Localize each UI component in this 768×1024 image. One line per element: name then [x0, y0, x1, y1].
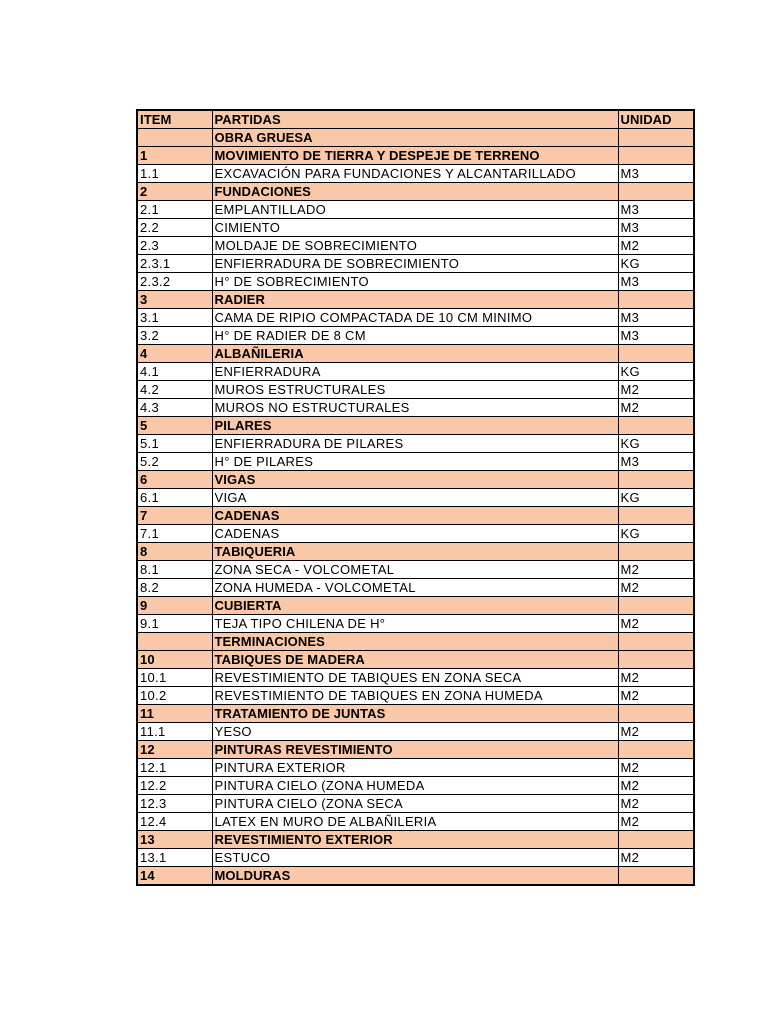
- cell-item: 5.1: [137, 435, 212, 453]
- cell-item: 14: [137, 867, 212, 886]
- cell-partida: ENFIERRADURA DE PILARES: [212, 435, 618, 453]
- cell-unidad: [618, 867, 694, 886]
- cell-unidad: M2: [618, 687, 694, 705]
- cell-partida: ZONA SECA - VOLCOMETAL: [212, 561, 618, 579]
- cell-item: 3: [137, 291, 212, 309]
- cell-partida: ENFIERRADURA: [212, 363, 618, 381]
- cell-partida: EXCAVACIÓN PARA FUNDACIONES Y ALCANTARILLADO: [212, 165, 618, 183]
- cell-unidad: [618, 597, 694, 615]
- partidas-table: [136, 109, 695, 886]
- cell-item: 2.3.1: [137, 255, 212, 273]
- cell-partida: REVESTIMIENTO EXTERIOR: [212, 831, 618, 849]
- cell-unidad: KG: [618, 363, 694, 381]
- cell-unidad: M2: [618, 615, 694, 633]
- cell-unidad: [618, 507, 694, 525]
- cell-item: 2: [137, 183, 212, 201]
- table-row: [137, 219, 694, 237]
- cell-partida: EMPLANTILLADO: [212, 201, 618, 219]
- table-row: [137, 309, 694, 327]
- cell-item: [137, 129, 212, 147]
- cell-unidad: M2: [618, 723, 694, 741]
- cell-item: 13.1: [137, 849, 212, 867]
- cell-partida: TERMINACIONES: [212, 633, 618, 651]
- table-row: [137, 723, 694, 741]
- section-row: [137, 633, 694, 651]
- section-row: [137, 291, 694, 309]
- cell-partida: MOVIMIENTO DE TIERRA Y DESPEJE DE TERRENO: [212, 147, 618, 165]
- cell-item: [137, 633, 212, 651]
- cell-unidad: M3: [618, 201, 694, 219]
- cell-unidad: KG: [618, 489, 694, 507]
- cell-partida: YESO: [212, 723, 618, 741]
- cell-item: 5: [137, 417, 212, 435]
- table-row: [137, 615, 694, 633]
- cell-partida: TEJA TIPO CHILENA DE H°: [212, 615, 618, 633]
- cell-item: 3.1: [137, 309, 212, 327]
- table-row: [137, 327, 694, 345]
- cell-item: 12.4: [137, 813, 212, 831]
- cell-item: 8.1: [137, 561, 212, 579]
- cell-item: 12.2: [137, 777, 212, 795]
- cell-unidad: M2: [618, 381, 694, 399]
- cell-unidad: M3: [618, 165, 694, 183]
- cell-partida: LATEX EN MURO DE ALBAÑILERIA: [212, 813, 618, 831]
- cell-item: 8: [137, 543, 212, 561]
- cell-partida: VIGAS: [212, 471, 618, 489]
- table-row: [137, 795, 694, 813]
- cell-unidad: M2: [618, 579, 694, 597]
- cell-partida: MUROS ESTRUCTURALES: [212, 381, 618, 399]
- cell-partida: MUROS NO ESTRUCTURALES: [212, 399, 618, 417]
- section-row: [137, 597, 694, 615]
- cell-item: 4.3: [137, 399, 212, 417]
- budget-sheet: [136, 109, 693, 886]
- header-unidad: UNIDAD: [618, 110, 694, 129]
- cell-item: 11.1: [137, 723, 212, 741]
- cell-unidad: [618, 741, 694, 759]
- table-row: [137, 381, 694, 399]
- section-row: [137, 417, 694, 435]
- cell-partida: ALBAÑILERIA: [212, 345, 618, 363]
- cell-unidad: KG: [618, 255, 694, 273]
- cell-partida: H° DE SOBRECIMIENTO: [212, 273, 618, 291]
- cell-partida: MOLDURAS: [212, 867, 618, 886]
- cell-partida: REVESTIMIENTO DE TABIQUES EN ZONA SECA: [212, 669, 618, 687]
- table-row: [137, 759, 694, 777]
- cell-unidad: KG: [618, 525, 694, 543]
- cell-partida: REVESTIMIENTO DE TABIQUES EN ZONA HUMEDA: [212, 687, 618, 705]
- table-body: [137, 129, 694, 886]
- cell-item: 9: [137, 597, 212, 615]
- cell-unidad: [618, 147, 694, 165]
- cell-item: 4.2: [137, 381, 212, 399]
- cell-partida: CADENAS: [212, 525, 618, 543]
- cell-unidad: M2: [618, 669, 694, 687]
- section-row: [137, 129, 694, 147]
- cell-unidad: [618, 129, 694, 147]
- table-row: [137, 489, 694, 507]
- table-row: [137, 561, 694, 579]
- cell-item: 12: [137, 741, 212, 759]
- table-row: [137, 687, 694, 705]
- cell-item: 1.1: [137, 165, 212, 183]
- table-row: [137, 777, 694, 795]
- cell-unidad: M3: [618, 273, 694, 291]
- cell-unidad: M2: [618, 561, 694, 579]
- cell-item: 2.3.2: [137, 273, 212, 291]
- cell-unidad: [618, 831, 694, 849]
- cell-partida: FUNDACIONES: [212, 183, 618, 201]
- table-row: [137, 399, 694, 417]
- cell-partida: CIMIENTO: [212, 219, 618, 237]
- cell-partida: CADENAS: [212, 507, 618, 525]
- table-row: [137, 165, 694, 183]
- table-row: [137, 237, 694, 255]
- cell-partida: TABIQUES DE MADERA: [212, 651, 618, 669]
- section-row: [137, 867, 694, 886]
- table-row: [137, 579, 694, 597]
- cell-partida: CUBIERTA: [212, 597, 618, 615]
- cell-item: 2.3: [137, 237, 212, 255]
- cell-unidad: KG: [618, 435, 694, 453]
- table-header-row: [137, 110, 694, 129]
- table-row: [137, 453, 694, 471]
- cell-partida: CAMA DE RIPIO COMPACTADA DE 10 CM MINIMO: [212, 309, 618, 327]
- section-row: [137, 147, 694, 165]
- cell-partida: OBRA GRUESA: [212, 129, 618, 147]
- cell-item: 1: [137, 147, 212, 165]
- cell-item: 4: [137, 345, 212, 363]
- cell-item: 11: [137, 705, 212, 723]
- cell-item: 10.1: [137, 669, 212, 687]
- section-row: [137, 831, 694, 849]
- table-row: [137, 201, 694, 219]
- section-row: [137, 183, 694, 201]
- header-item: ITEM: [137, 110, 212, 129]
- cell-partida: ENFIERRADURA DE SOBRECIMIENTO: [212, 255, 618, 273]
- cell-item: 10.2: [137, 687, 212, 705]
- cell-item: 4.1: [137, 363, 212, 381]
- cell-unidad: [618, 183, 694, 201]
- section-row: [137, 345, 694, 363]
- cell-unidad: M2: [618, 849, 694, 867]
- cell-unidad: M3: [618, 219, 694, 237]
- cell-unidad: M3: [618, 453, 694, 471]
- cell-partida: PINTURA EXTERIOR: [212, 759, 618, 777]
- cell-partida: H° DE RADIER DE 8 CM: [212, 327, 618, 345]
- cell-partida: H° DE PILARES: [212, 453, 618, 471]
- section-row: [137, 705, 694, 723]
- cell-partida: PILARES: [212, 417, 618, 435]
- cell-item: 9.1: [137, 615, 212, 633]
- table-row: [137, 813, 694, 831]
- table-row: [137, 669, 694, 687]
- table-row: [137, 363, 694, 381]
- cell-partida: TRATAMIENTO DE JUNTAS: [212, 705, 618, 723]
- header-partidas: PARTIDAS: [212, 110, 618, 129]
- cell-unidad: [618, 633, 694, 651]
- cell-unidad: M2: [618, 795, 694, 813]
- cell-unidad: M2: [618, 777, 694, 795]
- cell-unidad: [618, 291, 694, 309]
- cell-item: 7: [137, 507, 212, 525]
- cell-unidad: [618, 651, 694, 669]
- cell-unidad: M2: [618, 399, 694, 417]
- table-row: [137, 273, 694, 291]
- cell-unidad: M2: [618, 237, 694, 255]
- section-row: [137, 471, 694, 489]
- cell-unidad: [618, 543, 694, 561]
- cell-item: 6.1: [137, 489, 212, 507]
- section-row: [137, 651, 694, 669]
- section-row: [137, 507, 694, 525]
- section-row: [137, 543, 694, 561]
- cell-item: 2.2: [137, 219, 212, 237]
- cell-item: 12.1: [137, 759, 212, 777]
- table-row: [137, 435, 694, 453]
- cell-partida: ZONA HUMEDA - VOLCOMETAL: [212, 579, 618, 597]
- cell-item: 12.3: [137, 795, 212, 813]
- cell-item: 5.2: [137, 453, 212, 471]
- cell-item: 13: [137, 831, 212, 849]
- cell-item: 8.2: [137, 579, 212, 597]
- cell-unidad: [618, 705, 694, 723]
- cell-item: 6: [137, 471, 212, 489]
- cell-partida: PINTURAS REVESTIMIENTO: [212, 741, 618, 759]
- cell-partida: ESTUCO: [212, 849, 618, 867]
- cell-item: 2.1: [137, 201, 212, 219]
- table-row: [137, 255, 694, 273]
- cell-partida: MOLDAJE DE SOBRECIMIENTO: [212, 237, 618, 255]
- cell-partida: VIGA: [212, 489, 618, 507]
- cell-unidad: [618, 471, 694, 489]
- cell-unidad: M2: [618, 813, 694, 831]
- section-row: [137, 741, 694, 759]
- table-row: [137, 525, 694, 543]
- cell-partida: TABIQUERIA: [212, 543, 618, 561]
- cell-item: 10: [137, 651, 212, 669]
- cell-partida: RADIER: [212, 291, 618, 309]
- cell-partida: PINTURA CIELO (ZONA SECA: [212, 795, 618, 813]
- cell-item: 3.2: [137, 327, 212, 345]
- cell-unidad: M3: [618, 309, 694, 327]
- cell-unidad: M3: [618, 327, 694, 345]
- cell-unidad: [618, 417, 694, 435]
- cell-unidad: [618, 345, 694, 363]
- table-row: [137, 849, 694, 867]
- cell-partida: PINTURA CIELO (ZONA HUMEDA: [212, 777, 618, 795]
- cell-unidad: M2: [618, 759, 694, 777]
- cell-item: 7.1: [137, 525, 212, 543]
